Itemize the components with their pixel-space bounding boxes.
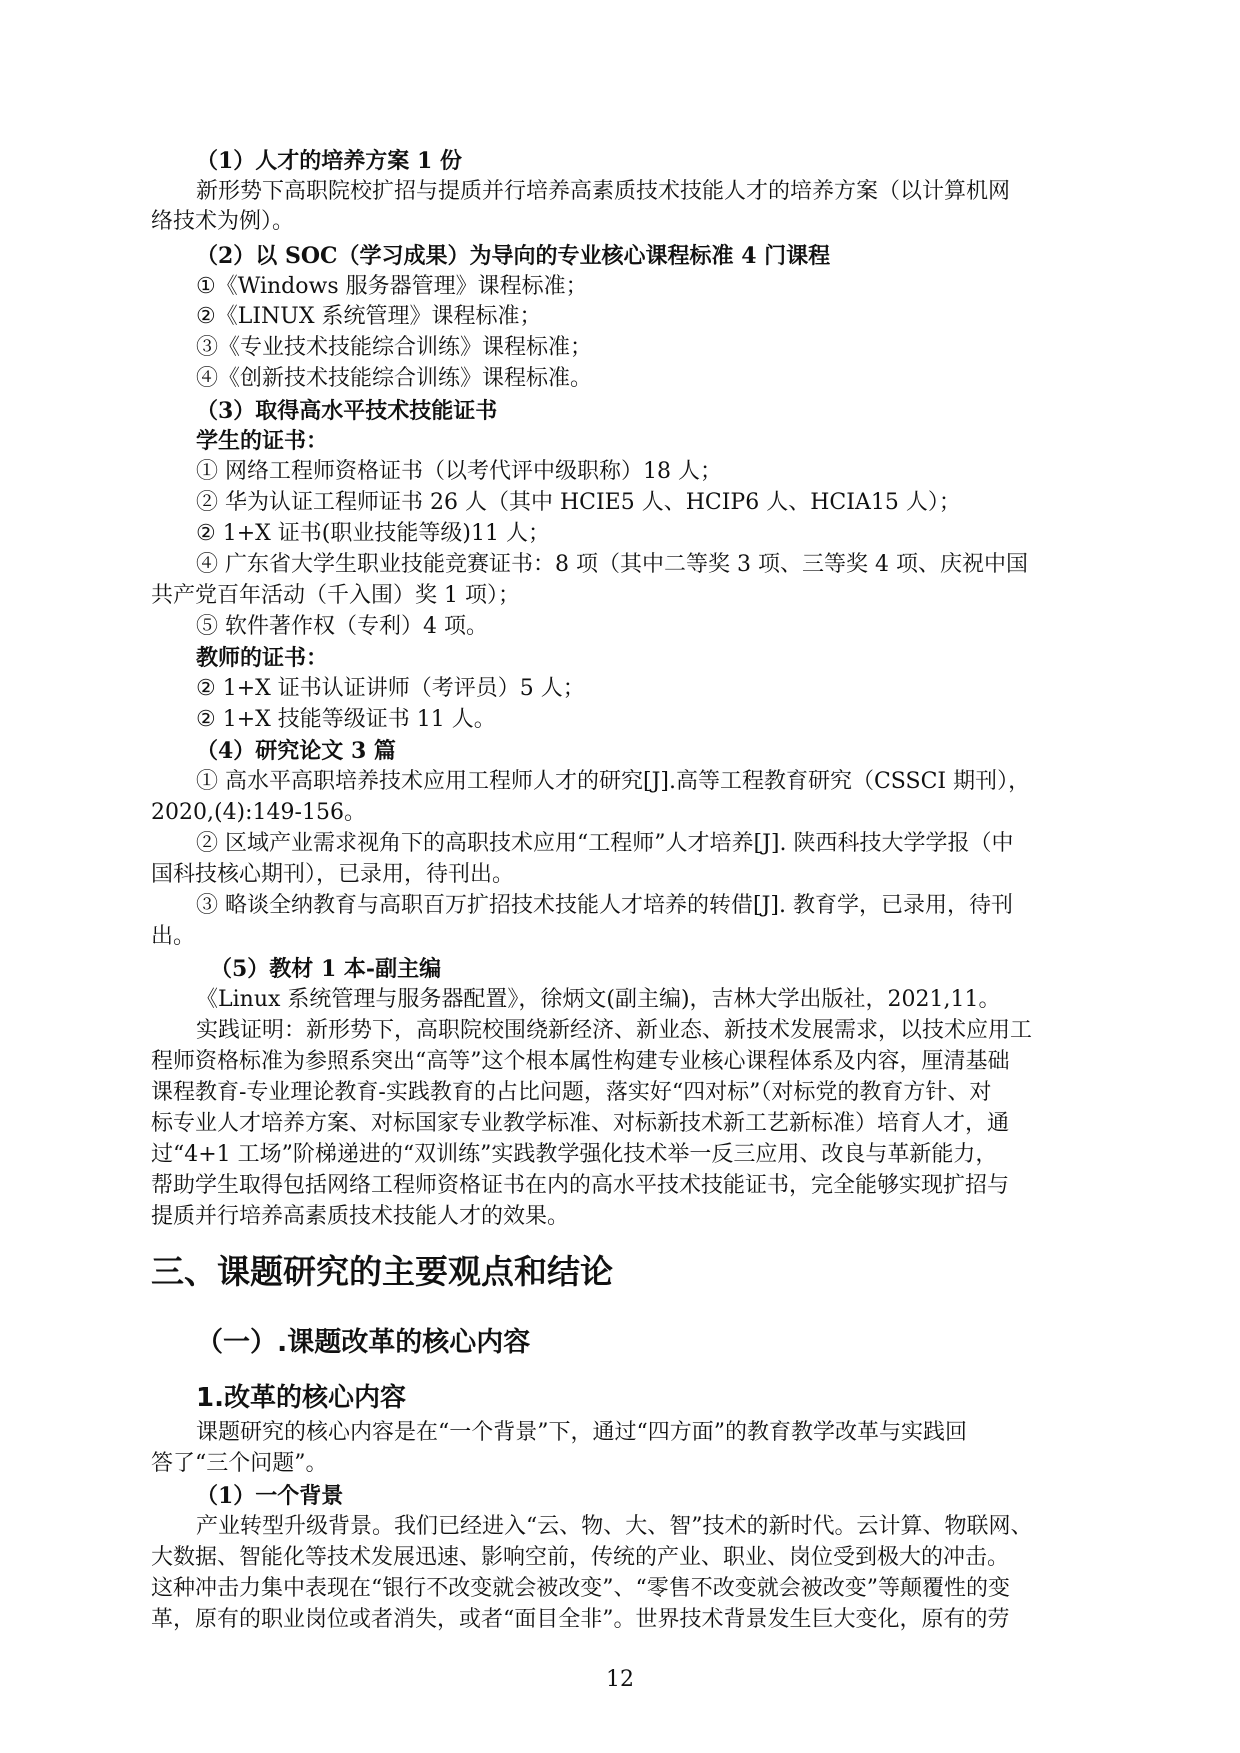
list-item: ② 区域产业需求视角下的高职技术应用“工程师”人才培养[J]. 陕西科技大学学报（中	[196, 831, 1014, 856]
list-item: ① 高水平高职培养技术应用工程师人才的研究[J].高等工程教育研究（CSSCI 期刊），	[196, 769, 1031, 794]
paragraph-line: 答了“三个问题”。	[151, 1451, 328, 1476]
paragraph-line: 革，原有的职业岗位或者消失，或者“面目全非”。世界技术背景发生巨大变化，原有的劳	[151, 1607, 1010, 1632]
paragraph-line: 帮助学生取得包括网络工程师资格证书在内的高水平技术技能证书，完全能够实现扩招与	[151, 1173, 1010, 1198]
heading-papers: （4）研究论文 3 篇	[196, 738, 396, 764]
paragraph-line: 这种冲击力集中表现在“银行不改变就会被改变”、“零售不改变就会被改变”等颠覆性的变	[151, 1576, 1010, 1601]
section-title: 三、课题研究的主要观点和结论	[151, 1252, 613, 1291]
heading-course-standards: （2）以 SOC（学习成果）为导向的专业核心课程标准 4 门课程	[196, 243, 831, 269]
paragraph-line: 课程教育-专业理论教育-实践教育的占比问题，落实好“四对标”（对标党的教育方针、对	[151, 1080, 992, 1105]
paragraph-line: 大数据、智能化等技术发展迅速、影响空前，传统的产业、职业、岗位受到极大的冲击。	[151, 1545, 1010, 1570]
list-item: ④ 广东省大学生职业技能竞赛证书：8 项（其中二等奖 3 项、三等奖 4 项、庆祝中国	[196, 552, 1028, 577]
list-item: ② 华为认证工程师证书 26 人（其中 HCIE5 人、HCIP6 人、HCIA15 人）；	[196, 490, 961, 515]
list-item: 国科技核心期刊），已录用，待刊出。	[151, 862, 515, 887]
list-item: ② 1+X 证书(职业技能等级)11 人；	[196, 521, 550, 546]
list-item: ③《专业技术技能综合训练》课程标准；	[196, 335, 593, 360]
list-item: ② 1+X 技能等级证书 11 人。	[196, 707, 496, 732]
list-item: ③ 略谈全纳教育与高职百万扩招技术技能人才培养的转借[J]. 教育学，已录用，待刊	[196, 893, 1013, 918]
heading-background: （1）一个背景	[196, 1483, 344, 1509]
page-number: 12	[606, 1667, 634, 1692]
sub-subsection-title: 1.改革的核心内容	[196, 1383, 406, 1413]
paragraph-line: 新形势下高职院校扩招与提质并行培养高素质技术技能人才的培养方案（以计算机网	[196, 179, 1011, 204]
list-item: ②《LINUX 系统管理》课程标准；	[196, 304, 542, 329]
list-item: ② 1+X 证书认证讲师（考评员）5 人；	[196, 676, 585, 701]
paragraph-line: 程师资格标准为参照系突出“高等”这个根本属性构建专业核心课程体系及内容，厘清基础	[151, 1049, 1010, 1074]
subsection-title: （一）.课题改革的核心内容	[196, 1327, 531, 1358]
paragraph-line: 过“4+1 工场”阶梯递进的“双训练”实践教学强化技术举一反三应用、改良与革新能力，	[151, 1142, 998, 1167]
list-item: 共产党百年活动（千入围）奖 1 项）；	[151, 583, 520, 608]
heading-training-plan: （1）人才的培养方案 1 份	[196, 148, 462, 174]
paragraph-line: 实践证明：新形势下，高职院校围绕新经济、新业态、新技术发展需求，以技术应用工	[196, 1018, 1033, 1043]
paragraph-line: 产业转型升级背景。我们已经进入“云、物、大、智”技术的新时代。云计算、物联网、	[196, 1514, 1033, 1539]
list-item: ① 网络工程师资格证书（以考代评中级职称）18 人；	[196, 459, 722, 484]
paragraph-line: 课题研究的核心内容是在“一个背景”下，通过“四方面”的教育教学改革与实践回	[196, 1420, 967, 1445]
paragraph-line: 提质并行培养高素质技术技能人才的效果。	[151, 1204, 570, 1229]
list-item: 《Linux 系统管理与服务器配置》，徐炳文(副主编)，吉林大学出版社，2021,11。	[196, 987, 1001, 1012]
heading-textbook: （5）教材 1 本-副主编	[210, 956, 442, 982]
heading-certificates: （3）取得高水平技术技能证书	[196, 398, 498, 424]
list-item: ④《创新技术技能综合训练》课程标准。	[196, 366, 593, 391]
paragraph-line: 标专业人才培养方案、对标国家专业教学标准、对标新技术新工艺新标准）培育人才，通	[151, 1111, 1010, 1136]
list-item: 出。	[151, 924, 196, 949]
list-item: ⑤ 软件著作权（专利）4 项。	[196, 614, 488, 639]
list-item: 2020,(4):149-156。	[151, 800, 366, 825]
list-item: ①《Windows 服务器管理》课程标准；	[196, 274, 588, 299]
teacher-cert-title: 教师的证书：	[196, 645, 329, 671]
student-cert-title: 学生的证书：	[196, 428, 329, 454]
paragraph-line: 络技术为例）。	[151, 209, 295, 234]
